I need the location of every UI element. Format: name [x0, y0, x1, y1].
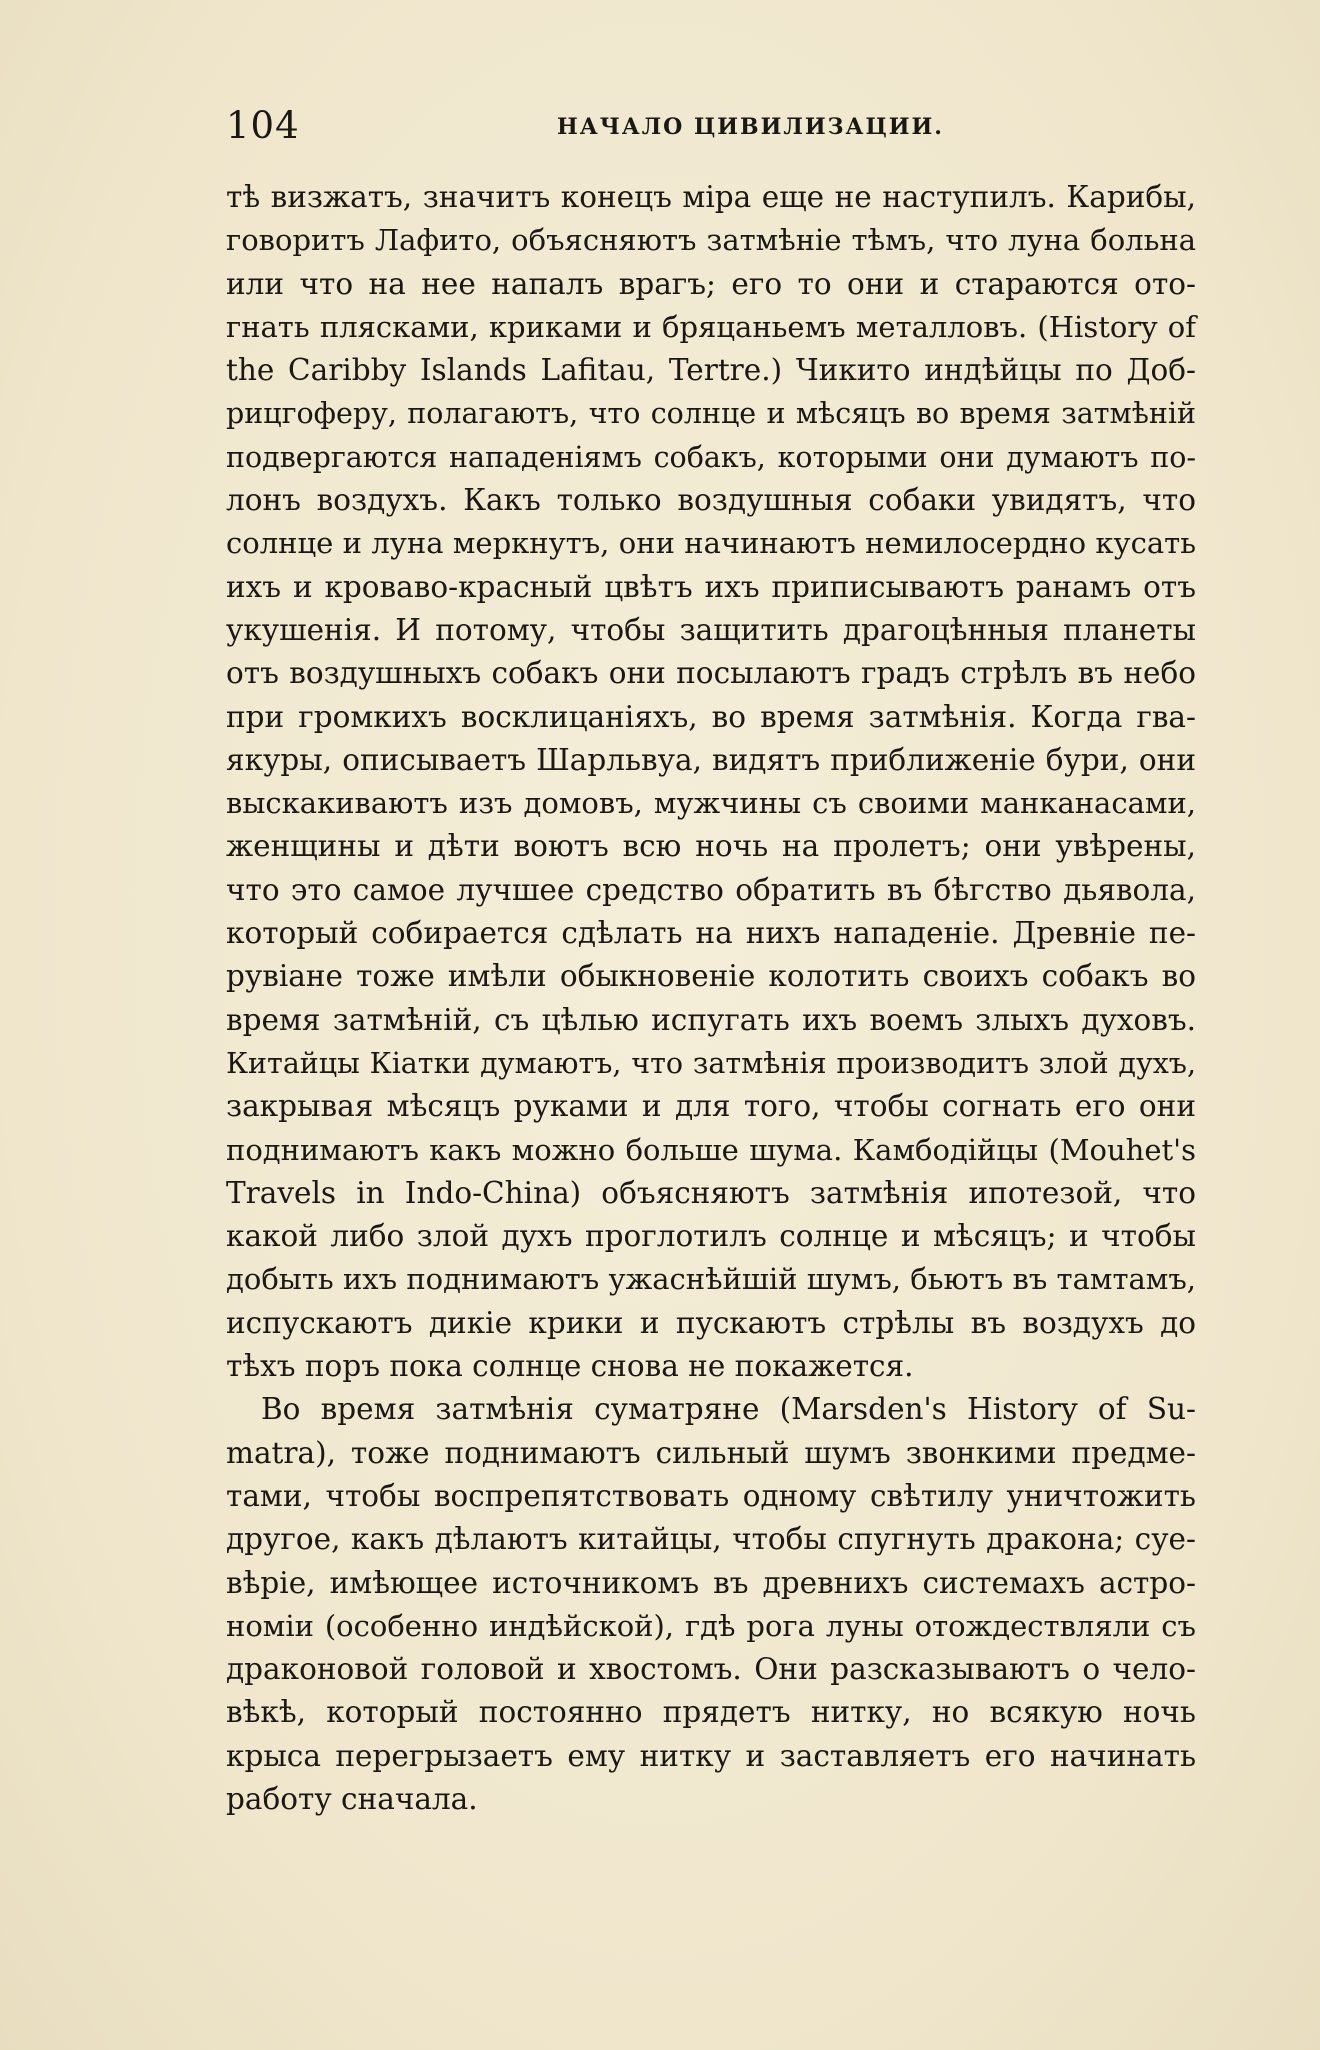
text-line: matra), тоже поднимаютъ сильный шумъ звонкими предме-: [226, 1435, 1196, 1470]
text-line: ихъ и кроваво-красный цвѣтъ ихъ приписываютъ ранамъ отъ: [226, 569, 1196, 604]
paragraph-1: [226, 176, 1196, 1388]
text-line: испускаютъ дикіе крики и пускаютъ стрѣлы въ воздухъ до: [226, 1305, 1196, 1340]
text-line: номіи (особенно индѣйской), гдѣ рога луны отождествляли съ: [226, 1608, 1196, 1643]
text-line: отъ воздушныхъ собакъ они посылаютъ градъ стрѣлъ въ небо: [226, 656, 1196, 691]
text-line: какой либо злой духъ проглотилъ солнце и мѣсяцъ; и чтобы: [226, 1219, 1196, 1254]
text-line: крыса перегрызаетъ ему нитку и заставляетъ его начинать: [226, 1738, 1196, 1773]
text-line: тами, чтобы воспрепятствовать одному свѣтилу уничтожить: [226, 1478, 1196, 1513]
text-line: говоритъ Лафито, объясняютъ затмѣніе тѣмъ, что луна больна: [226, 223, 1196, 258]
text-line: вѣріе, имѣющее источникомъ въ древнихъ системахъ астро-: [226, 1565, 1196, 1600]
text-line: вѣкѣ, который постоянно прядетъ нитку, но всякую ночь: [226, 1695, 1196, 1730]
text-line: выскакиваютъ изъ домовъ, мужчины съ своими манканасами,: [226, 786, 1196, 821]
paragraph-2: [226, 1388, 1196, 1821]
text-line: лонъ воздухъ. Какъ только воздушныя собаки увидятъ, что: [226, 483, 1196, 518]
text-line: подвергаются нападеніямъ собакъ, которыми они думаютъ по-: [226, 440, 1196, 474]
text-line: the Caribby Islands Lafitau, Tertre.) Чикито индѣйцы по Доб-: [226, 353, 1196, 388]
text-line: другое, какъ дѣлаютъ китайцы, чтобы спугнуть дракона; суе-: [226, 1522, 1196, 1557]
text-line: гнать плясками, криками и бряцаньемъ металловъ. (History of: [226, 309, 1196, 344]
text-line: укушенія. И потому, чтобы защитить драгоцѣнныя планеты: [226, 612, 1196, 647]
text-line: тѣхъ поръ пока солнце снова не покажется.: [226, 1349, 914, 1384]
text-line: Во время затмѣнія суматряне (Marsden's History of Su-: [261, 1392, 1196, 1427]
text-line: поднимаютъ какъ можно больше шума. Камбодійцы (Mouhet's: [226, 1132, 1196, 1167]
text-line: добыть ихъ поднимаютъ ужаснѣйшій шумъ, бьютъ въ тамтамъ,: [226, 1262, 1196, 1297]
text-line: солнце и луна меркнутъ, они начинаютъ немилосердно кусать: [226, 526, 1196, 561]
text-line: закрывая мѣсяцъ руками и для того, чтобы согнать его они: [226, 1089, 1196, 1124]
text-line: Китайцы Кіатки думаютъ, что затмѣнія производитъ злой духъ,: [226, 1046, 1196, 1080]
page-number: 104: [226, 104, 300, 147]
text-line: рувіане тоже имѣли обыкновеніе колотить своихъ собакъ во: [226, 959, 1196, 994]
text-line: якуры, описываетъ Шарльвуа, видятъ приближеніе бури, они: [226, 742, 1196, 777]
text-line: рицгоферу, полагаютъ, что солнце и мѣсяцъ во время затмѣній: [226, 397, 1196, 431]
text-line: драконовой головой и хвостомъ. Они разсказываютъ о чело-: [226, 1652, 1196, 1687]
text-line: женщины и дѣти воютъ всю ночь на пролетъ; они увѣрены,: [226, 829, 1196, 864]
text-line: тѣ визжатъ, значитъ конецъ міра еще не наступилъ. Карибы,: [226, 180, 1196, 214]
text-line: время затмѣній, съ цѣлью испугать ихъ воемъ злыхъ духовъ.: [226, 1002, 1196, 1037]
text-line: работу сначала.: [226, 1781, 478, 1816]
text-line: или что на нее напалъ врагъ; его то они и стараются ото-: [226, 266, 1196, 301]
text-line: что это самое лучшее средство обратить въ бѣгство дьявола,: [226, 872, 1196, 907]
body-text: [226, 176, 1196, 1821]
text-line: при громкихъ восклицаніяхъ, во время затмѣнія. Когда гва-: [226, 699, 1196, 734]
page-header: [226, 104, 1196, 154]
text-line: Travels in Indo-China) объясняютъ затмѣнія ипотезой, что: [226, 1175, 1196, 1210]
text-line: который собирается сдѣлать на нихъ нападеніе. Древніе пе-: [226, 916, 1196, 951]
running-title: НАЧАЛО ЦИВИЛИЗАЦИИ.: [557, 114, 944, 140]
